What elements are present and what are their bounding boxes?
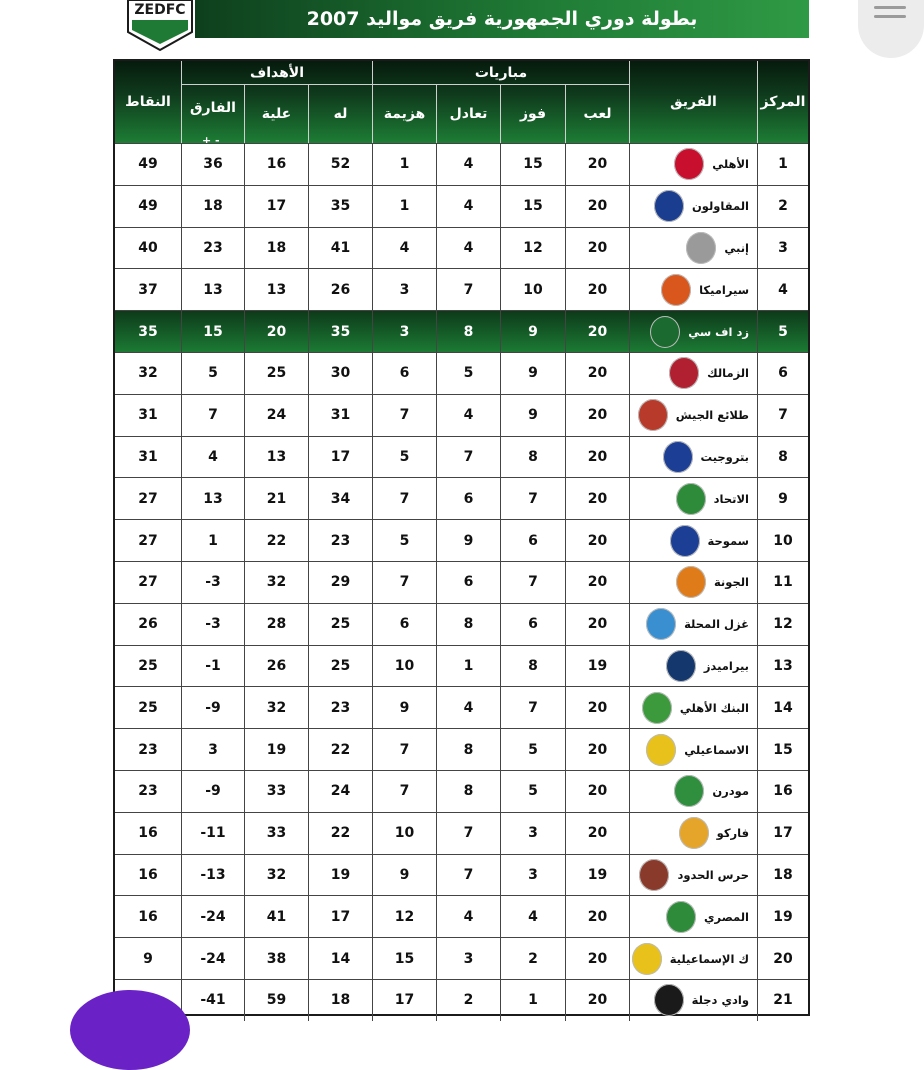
rank-cell: 17 [757,813,808,854]
goal-diff-cell: 13 [181,269,244,310]
played-cell: 20 [565,896,629,937]
team-crest-icon [669,357,699,389]
points-cell: 25 [138,699,158,716]
win-cell: 6 [500,604,565,645]
goals-against-cell: 28 [244,604,308,645]
team-name: سموحة [707,533,749,548]
goals-for-cell: 34 [308,478,372,519]
floating-action-button[interactable] [70,990,190,1070]
points-cell: 49 [138,198,158,215]
loss-cell: 9 [372,855,436,896]
goals-for-cell: 22 [308,813,372,854]
draw-cell: 4 [436,144,500,185]
draw-cell: 8 [436,311,500,352]
played-cell: 20 [565,437,629,478]
loss-cell: 3 [372,269,436,310]
goals-for-cell: 41 [308,228,372,269]
loss-cell: 17 [372,980,436,1021]
rank-cell: 14 [757,687,808,728]
goal-diff-cell: 18 [181,186,244,227]
played-cell: 20 [565,687,629,728]
goals-for-cell: 14 [308,938,372,979]
loss-cell: 10 [372,646,436,687]
played-cell: 20 [565,311,629,352]
points-cell: 27 [138,532,158,549]
goals-for-cell: 35 [308,311,372,352]
goal-diff-cell: -3 [181,604,244,645]
rank-cell: 16 [757,771,808,812]
goal-diff-cell: 5 [181,353,244,394]
points-cell: 35 [138,323,158,340]
goal-diff-cell: -9 [181,687,244,728]
played-cell: 19 [565,855,629,896]
goal-diff-cell: -9 [181,771,244,812]
goal-diff-cell: -3 [181,562,244,603]
draw-cell: 4 [436,228,500,269]
goals-for-cell: 29 [308,562,372,603]
loss-cell: 5 [372,437,436,478]
draw-cell: 8 [436,604,500,645]
loss-cell: 5 [372,520,436,561]
table-row [115,770,808,812]
table-row [115,310,808,352]
goal-diff-cell: -13 [181,855,244,896]
table-row [115,895,808,937]
standings-table [113,59,810,1016]
table-header [115,61,808,147]
team-cell [629,646,757,687]
rank-cell: 21 [757,980,808,1021]
points-cell: 26 [138,616,158,633]
team-name: مودرن [712,784,749,799]
loss-cell: 7 [372,771,436,812]
loss-cell: 15 [372,938,436,979]
team-name: إنبي [724,240,749,255]
loss-cell: 1 [372,186,436,227]
team-cell [629,813,757,854]
team-cell [629,144,757,185]
team-name: الجونة [713,575,749,590]
team-cell [629,395,757,436]
team-cell [629,855,757,896]
goals-for-cell: 35 [308,186,372,227]
points-cell: 9 [143,950,153,967]
team-name: وادي دجلة [691,993,749,1008]
team-cell [629,687,757,728]
team-crest-icon [632,943,662,975]
goals-for-cell: 52 [308,144,372,185]
goal-diff-cell: 1 [181,520,244,561]
played-cell: 20 [565,228,629,269]
points-cell: 16 [138,825,158,842]
goal-diff-sign: + - [202,134,220,147]
goals-for-cell: 31 [308,395,372,436]
goal-diff-cell: -11 [181,813,244,854]
loss-cell: 6 [372,353,436,394]
team-crest-icon [674,148,704,180]
points-cell: 31 [138,448,158,465]
loss-cell: 7 [372,395,436,436]
team-name: الاسماعيلي [684,742,749,757]
goals-for-cell: 23 [308,520,372,561]
win-cell: 3 [500,855,565,896]
table-row [115,519,808,561]
goal-diff-cell: -24 [181,938,244,979]
loss-cell: 1 [372,144,436,185]
rank-cell: 18 [757,855,808,896]
draw-cell: 4 [436,186,500,227]
win-cell: 2 [500,938,565,979]
win-cell: 15 [500,186,565,227]
draw-cell: 8 [436,729,500,770]
team-crest-icon [686,232,716,264]
table-row [115,728,808,770]
goal-diff-cell: 4 [181,437,244,478]
loss-cell: 3 [372,311,436,352]
goals-against-cell: 41 [244,896,308,937]
team-name: بيراميدز [703,658,749,673]
win-cell: 8 [500,646,565,687]
win-cell: 3 [500,813,565,854]
goals-against-cell: 59 [244,980,308,1021]
goals-against-cell: 19 [244,729,308,770]
table-row [115,979,808,1021]
rank-cell: 10 [757,520,808,561]
draw-cell: 8 [436,771,500,812]
team-crest-icon [646,608,676,640]
goals-for-cell: 24 [308,771,372,812]
draw-cell: 7 [436,269,500,310]
team-name: حرس الحدود [677,867,749,882]
win-cell: 4 [500,896,565,937]
goals-for-cell: 18 [308,980,372,1021]
win-cell: 12 [500,228,565,269]
table-row [115,394,808,436]
draw-cell: 2 [436,980,500,1021]
win-cell: 9 [500,353,565,394]
rank-cell: 5 [757,311,808,352]
team-cell [629,269,757,310]
goals-against-cell: 32 [244,562,308,603]
loss-cell: 7 [372,478,436,519]
goals-against-cell: 21 [244,478,308,519]
win-cell: 5 [500,771,565,812]
team-crest-icon [674,775,704,807]
rank-cell: 20 [757,938,808,979]
goal-diff-cell: 36 [181,144,244,185]
goals-for-cell: 26 [308,269,372,310]
goals-for-cell: 19 [308,855,372,896]
played-cell: 20 [565,771,629,812]
table-row [115,854,808,896]
win-cell: 1 [500,980,565,1021]
goal-diff-cell: 13 [181,478,244,519]
rank-cell: 11 [757,562,808,603]
goals-for-cell: 17 [308,437,372,478]
team-name: فاركو [716,826,749,841]
goals-against-cell: 32 [244,855,308,896]
draw-cell: 7 [436,813,500,854]
points-cell: 27 [138,490,158,507]
points-cell: 27 [138,574,158,591]
draw-cell: 4 [436,896,500,937]
team-crest-icon [642,692,672,724]
table-row [115,436,808,478]
played-cell: 20 [565,604,629,645]
goals-against-cell: 18 [244,228,308,269]
win-cell: 7 [500,478,565,519]
team-cell [629,604,757,645]
played-cell: 20 [565,520,629,561]
goals-against-cell: 13 [244,269,308,310]
table-row [115,227,808,269]
loss-cell: 7 [372,729,436,770]
played-cell: 20 [565,144,629,185]
team-cell [629,353,757,394]
goals-against-cell: 17 [244,186,308,227]
team-crest-icon [676,566,706,598]
rank-cell: 6 [757,353,808,394]
points-cell: 16 [138,908,158,925]
played-cell: 20 [565,980,629,1021]
goals-against-cell: 26 [244,646,308,687]
header-played: لعب [565,84,629,143]
loss-cell: 9 [372,687,436,728]
team-cell [629,437,757,478]
team-crest-icon [661,274,691,306]
team-name: ك الإسماعيلية [669,951,749,966]
goals-against-cell: 33 [244,813,308,854]
loss-cell: 12 [372,896,436,937]
played-cell: 20 [565,938,629,979]
points-cell: 23 [138,783,158,800]
rank-cell: 8 [757,437,808,478]
team-crest-icon [638,399,668,431]
goals-for-cell: 23 [308,687,372,728]
win-cell: 6 [500,520,565,561]
team-name: غزل المحلة [684,617,749,632]
team-crest-icon [666,650,696,682]
header-rank: المركز [757,61,808,143]
draw-cell: 4 [436,395,500,436]
header-loss: هزيمة [372,84,436,143]
goals-for-cell: 25 [308,646,372,687]
table-row [115,268,808,310]
draw-cell: 1 [436,646,500,687]
played-cell: 19 [565,646,629,687]
goal-diff-cell: 7 [181,395,244,436]
played-cell: 20 [565,729,629,770]
team-cell [629,228,757,269]
rank-cell: 9 [757,478,808,519]
team-cell [629,562,757,603]
table-row [115,686,808,728]
goals-against-cell: 32 [244,687,308,728]
played-cell: 20 [565,813,629,854]
team-crest-icon [670,525,700,557]
team-name: المقاولون [691,199,749,214]
team-cell [629,938,757,979]
header-goals-group: الأهداف [181,61,372,84]
goal-diff-cell: 3 [181,729,244,770]
draw-cell: 6 [436,562,500,603]
league-title-banner [195,0,809,38]
team-crest-icon [650,316,680,348]
goals-against-cell: 16 [244,144,308,185]
league-title: بطولة دوري الجمهورية فريق مواليد 2007 [306,8,698,30]
table-row [115,603,808,645]
team-name: الأهلي [712,157,749,172]
played-cell: 20 [565,478,629,519]
table-row [115,937,808,979]
win-cell: 5 [500,729,565,770]
logo-text: ZEDFC [134,2,186,18]
team-crest-icon [663,441,693,473]
goals-against-cell: 24 [244,395,308,436]
rank-cell: 13 [757,646,808,687]
team-cell [629,478,757,519]
header-goals-against: علية [244,84,308,143]
rank-cell: 7 [757,395,808,436]
zedfc-logo [124,0,196,52]
played-cell: 20 [565,269,629,310]
team-crest-icon [654,984,684,1016]
goals-for-cell: 22 [308,729,372,770]
team-name: طلائع الجيش [675,408,749,423]
team-cell [629,520,757,561]
draw-cell: 7 [436,437,500,478]
team-cell [629,980,757,1021]
win-cell: 10 [500,269,565,310]
goals-against-cell: 25 [244,353,308,394]
goal-diff-cell: -1 [181,646,244,687]
header-goals-for: له [308,84,372,143]
points-cell: 31 [138,407,158,424]
rank-cell: 1 [757,144,808,185]
team-crest-icon [679,817,709,849]
header-points: النقاط [125,94,171,110]
rank-cell: 2 [757,186,808,227]
points-cell: 16 [138,866,158,883]
team-name: الزمالك [707,366,749,381]
points-cell: 23 [138,741,158,758]
win-cell: 7 [500,687,565,728]
table-row [115,645,808,687]
team-name: الاتحاد [713,491,749,506]
table-row [115,561,808,603]
rank-cell: 12 [757,604,808,645]
draw-cell: 7 [436,855,500,896]
team-name: البنك الأهلي [679,700,749,715]
table-row [115,185,808,227]
team-cell [629,771,757,812]
played-cell: 20 [565,562,629,603]
loss-cell: 4 [372,228,436,269]
team-cell [629,186,757,227]
team-crest-icon [666,901,696,933]
goal-diff-cell: 23 [181,228,244,269]
table-row [115,352,808,394]
table-row [115,143,808,185]
rank-cell: 3 [757,228,808,269]
team-cell [629,896,757,937]
goals-for-cell: 30 [308,353,372,394]
draw-cell: 9 [436,520,500,561]
menu-button[interactable] [858,0,924,58]
win-cell: 8 [500,437,565,478]
goals-for-cell: 17 [308,896,372,937]
team-crest-icon [639,859,669,891]
rank-cell: 15 [757,729,808,770]
team-cell [629,311,757,352]
goals-against-cell: 38 [244,938,308,979]
played-cell: 20 [565,395,629,436]
header-win: فوز [500,84,565,143]
points-cell: 25 [138,657,158,674]
loss-cell: 6 [372,604,436,645]
header-goal-diff: الفارق + - [181,84,244,143]
goals-against-cell: 22 [244,520,308,561]
draw-cell: 3 [436,938,500,979]
points-cell: 32 [138,365,158,382]
table-row [115,812,808,854]
header-draw: تعادل [436,84,500,143]
points-cell: 37 [138,281,158,298]
table-row [115,477,808,519]
win-cell: 9 [500,395,565,436]
team-name: المصري [704,909,749,924]
draw-cell: 6 [436,478,500,519]
rank-cell: 19 [757,896,808,937]
goal-diff-cell: 15 [181,311,244,352]
goals-against-cell: 13 [244,437,308,478]
points-cell: 49 [138,156,158,173]
team-name: سيراميكا [699,282,749,297]
win-cell: 9 [500,311,565,352]
draw-cell: 4 [436,687,500,728]
played-cell: 20 [565,186,629,227]
win-cell: 15 [500,144,565,185]
draw-cell: 5 [436,353,500,394]
goal-diff-cell: -41 [181,980,244,1021]
goal-diff-cell: -24 [181,896,244,937]
win-cell: 7 [500,562,565,603]
loss-cell: 7 [372,562,436,603]
header-team: الفريق [629,61,757,143]
team-crest-icon [654,190,684,222]
loss-cell: 10 [372,813,436,854]
header-matches-group: مباريات [372,61,629,84]
team-name: زد اف سي [688,324,749,339]
goals-against-cell: 20 [244,311,308,352]
points-cell: 40 [138,239,158,256]
goals-for-cell: 25 [308,604,372,645]
played-cell: 20 [565,353,629,394]
team-crest-icon [676,483,706,515]
goals-against-cell: 33 [244,771,308,812]
team-crest-icon [646,734,676,766]
team-name: بتروجيت [700,449,749,464]
rank-cell: 4 [757,269,808,310]
team-cell [629,729,757,770]
